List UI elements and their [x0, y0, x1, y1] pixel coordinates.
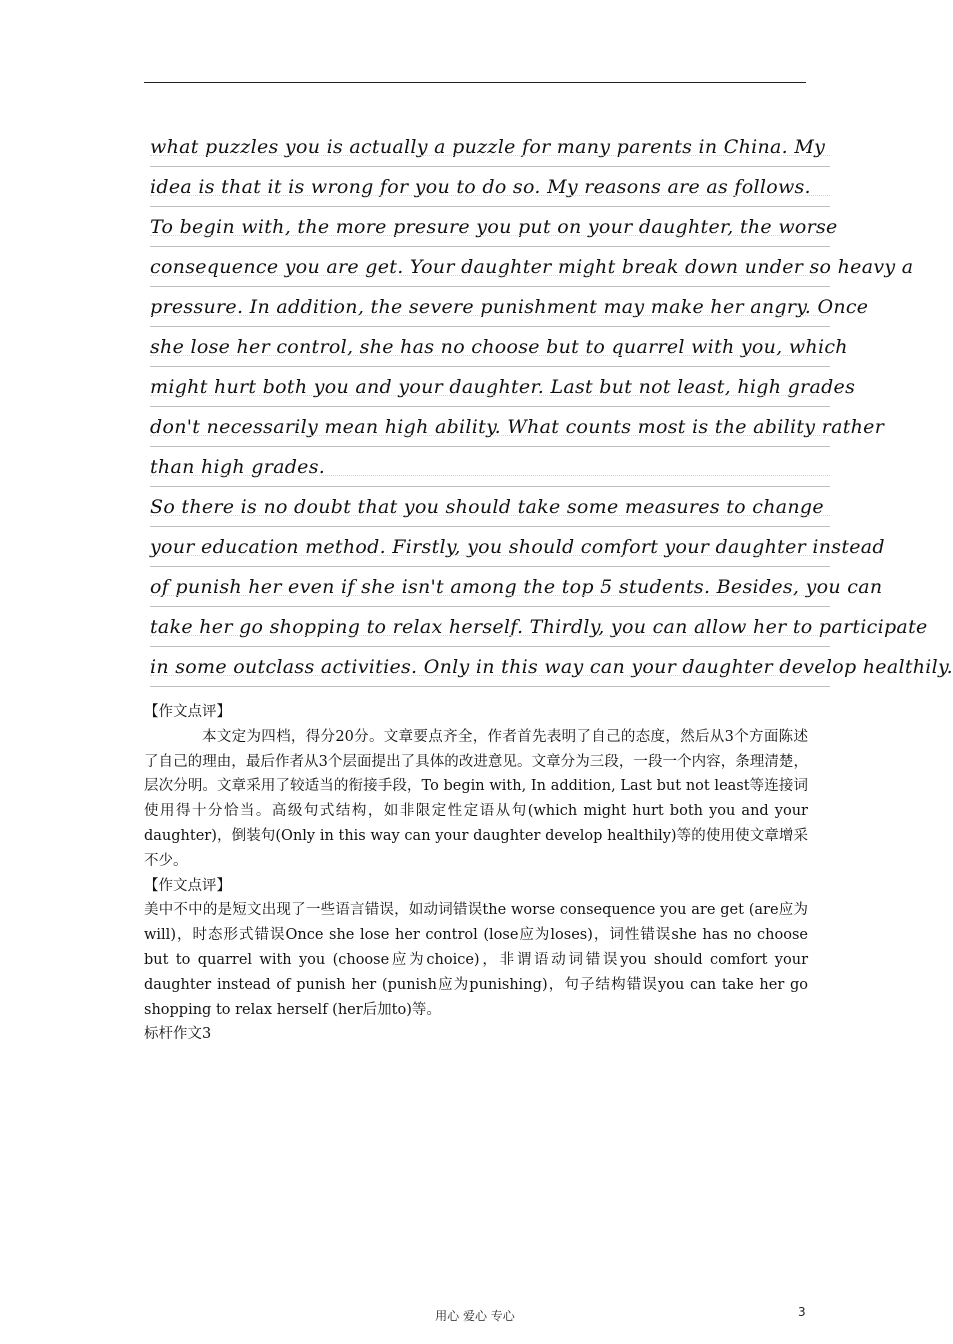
comment-body: 本文定为四档，得分20分。文章要点齐全，作者首先表明了自己的态度，然后从3个方面陈述了自己的理由，最后作者从3个层面提出了具体的改进意见。文章分为三段，一段一个内容，条理清楚，层次分明。文章采用了较适当的衔接手段，To begin with, In addition, Last but not least等连接词使用得十分恰当。高级句式结构，如非限定性定语从句(which might hurt both you and your daughter)，倒装句(Only in this way can your daughter develop healthily)等的使用使文章增采不少。	[144, 728, 808, 869]
essay-line: take her go shopping to relax herself. Thirdly, you can allow her to participate	[150, 608, 830, 647]
handwritten-essay	[150, 128, 953, 694]
essay-line: So there is no doubt that you should take some measures to change	[150, 488, 830, 527]
page-number: 3	[798, 1305, 806, 1319]
comment-heading: 【作文点评】	[144, 877, 231, 894]
essay-line: in some outclass activities. Only in this way can your daughter develop healthily.	[150, 648, 830, 687]
comment-heading: 【作文点评】	[144, 704, 231, 720]
essay-line: might hurt both you and your daughter. Last but not least, high grades	[150, 368, 830, 407]
essay-line: pressure. In addition, the severe punishment may make her angry. Once	[150, 288, 830, 327]
essay-comments	[144, 700, 808, 1047]
essay-line: what puzzles you is actually a puzzle for many parents in China. My	[150, 128, 830, 167]
essay-line: consequence you are get. Your daughter might break down under so heavy a	[150, 248, 830, 287]
essay-line: idea is that it is wrong for you to do so. My reasons are as follows.	[150, 168, 830, 207]
next-section-title: 标杆作文3	[144, 1026, 212, 1043]
essay-line: your education method. Firstly, you should comfort your daughter instead	[150, 528, 830, 567]
footer-motto: 用心 爱心 专心	[435, 1309, 515, 1323]
comment-body: 美中不中的是短文出现了一些语言错误，如动词错误the worse consequence you are get (are应为will)，时态形式错误Once she lose her control (lose应为loses)，词性错误she has no choose but to quarrel with you (choose应为choice)，非谓语动词错误you should comfort your daughter instead of punish her (punish应为punishing)，句子结构错误you can take her go shopping to relax herself (her后加to)等。	[144, 902, 808, 1018]
essay-line: she lose her control, she has no choose but to quarrel with you, which	[150, 328, 830, 367]
essay-line: than high grades.	[150, 448, 830, 487]
essay-line: To begin with, the more presure you put on your daughter, the worse	[150, 208, 830, 247]
essay-line: don't necessarily mean high ability. What counts most is the ability rather	[150, 408, 830, 447]
header-rule	[144, 82, 806, 83]
essay-line: of punish her even if she isn't among the top 5 students. Besides, you can	[150, 568, 830, 607]
